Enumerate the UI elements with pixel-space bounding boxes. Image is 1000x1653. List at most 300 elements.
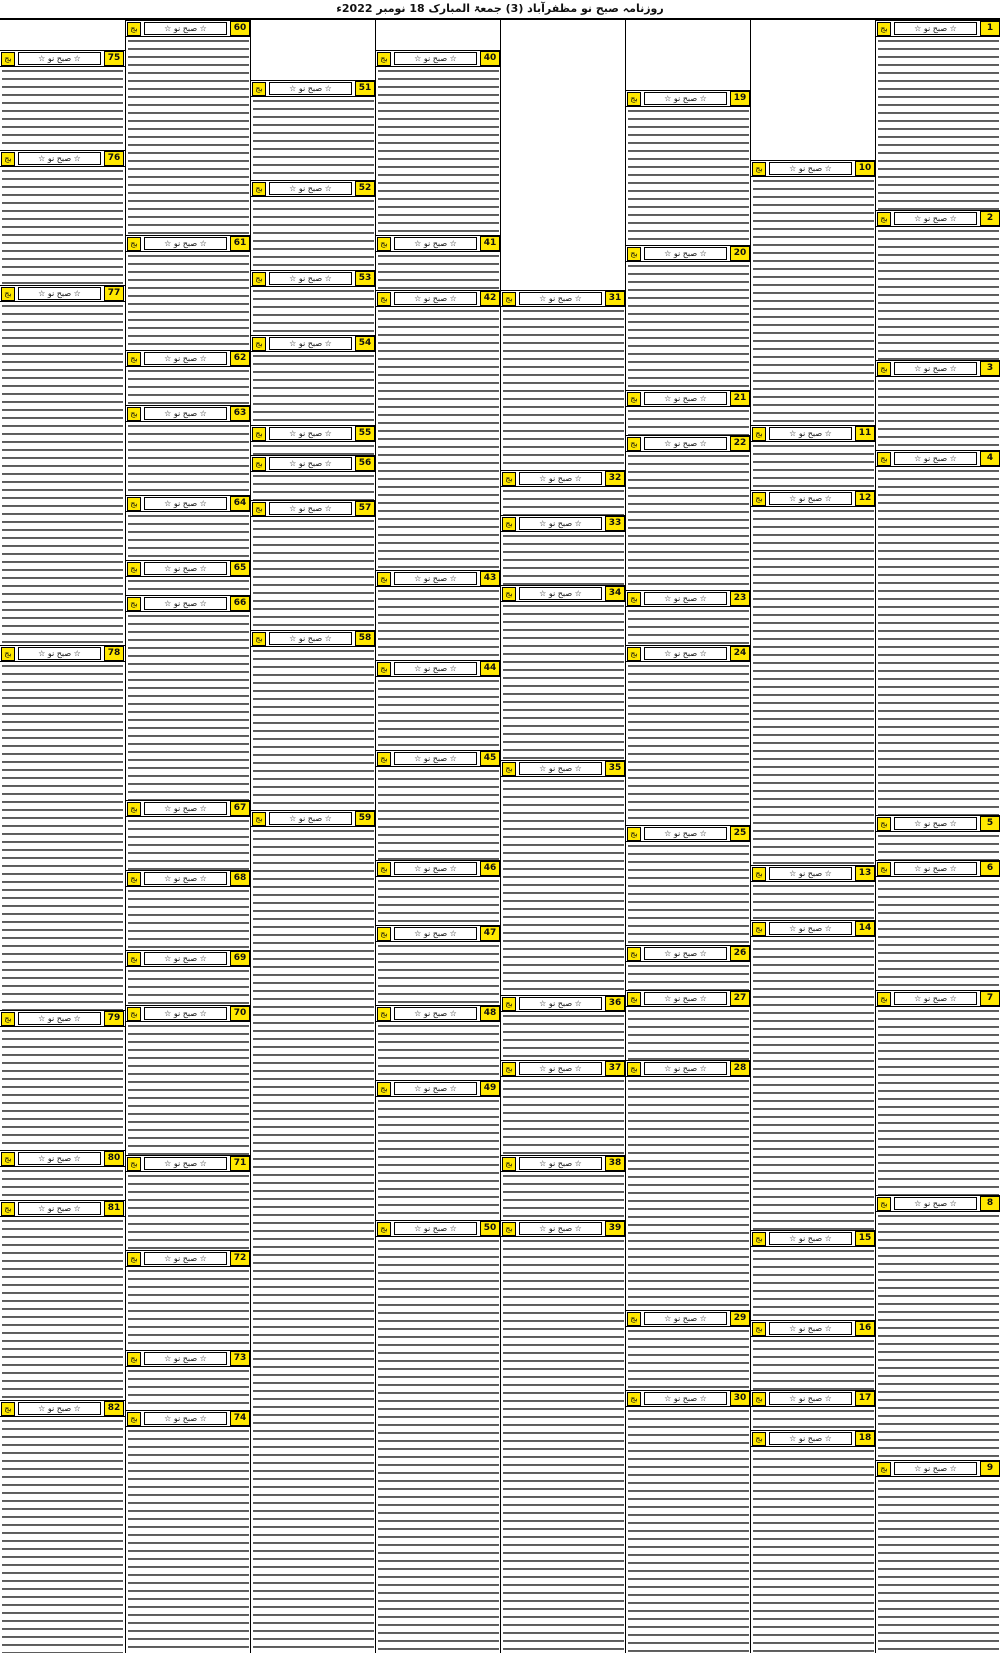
item-number: 16 <box>855 1321 875 1336</box>
item-body-text <box>503 532 624 585</box>
item-body-text <box>2 1027 123 1150</box>
item-header <box>501 290 626 307</box>
item-banner: ☆ صبح نو ☆ <box>644 647 727 660</box>
item-number: 2 <box>980 211 1000 226</box>
item-number: 66 <box>230 596 250 611</box>
item-header <box>751 1430 876 1447</box>
item-body-text <box>128 577 249 595</box>
item-number: 77 <box>104 286 124 301</box>
item-number: 41 <box>480 236 500 251</box>
news-item <box>626 990 751 1060</box>
news-item <box>126 495 251 560</box>
item-header <box>376 570 501 587</box>
item-header <box>126 1350 251 1367</box>
item-badge: بج <box>127 1352 141 1366</box>
news-item <box>376 235 501 290</box>
news-item <box>251 80 376 180</box>
item-number: 5 <box>980 816 1000 831</box>
item-badge: بج <box>877 992 891 1006</box>
item-banner: ☆ صبح نو ☆ <box>644 992 727 1005</box>
item-header <box>126 595 251 612</box>
item-number: 36 <box>605 996 625 1011</box>
news-item <box>376 1080 501 1220</box>
item-banner: ☆ صبح نو ☆ <box>644 437 727 450</box>
news-item <box>501 470 626 515</box>
item-body-text <box>128 817 249 870</box>
item-header <box>876 210 1000 227</box>
item-number: 59 <box>355 811 375 826</box>
news-item <box>626 1060 751 1310</box>
item-body-text <box>503 487 624 515</box>
item-number: 46 <box>480 861 500 876</box>
item-header <box>251 810 376 827</box>
item-body-text <box>128 1367 249 1410</box>
item-body-text <box>878 1212 999 1460</box>
item-number: 20 <box>730 246 750 261</box>
news-item <box>751 1430 876 1653</box>
item-number: 43 <box>480 571 500 586</box>
item-badge: بج <box>502 1157 516 1171</box>
item-badge: بج <box>627 592 641 606</box>
item-badge: بج <box>127 22 141 36</box>
column-8 <box>875 20 1000 1653</box>
item-body-text <box>128 422 249 495</box>
item-body-text <box>378 252 499 290</box>
item-header <box>126 560 251 577</box>
item-header <box>251 270 376 287</box>
item-banner: ☆ صبح نو ☆ <box>394 1007 477 1020</box>
item-header <box>876 360 1000 377</box>
item-badge: بج <box>252 82 266 96</box>
news-item <box>876 20 1000 210</box>
item-badge: بج <box>752 162 766 176</box>
item-body-text <box>2 662 123 1010</box>
item-header <box>126 1155 251 1172</box>
item-header <box>876 450 1000 467</box>
item-badge: بج <box>127 497 141 511</box>
item-header <box>626 990 751 1007</box>
item-number: 9 <box>980 1461 1000 1476</box>
item-body-text <box>628 107 749 245</box>
item-banner: ☆ صبح نو ☆ <box>269 82 352 95</box>
item-badge: بج <box>627 247 641 261</box>
item-number: 60 <box>230 21 250 36</box>
item-banner: ☆ صبح نو ☆ <box>144 1412 227 1425</box>
item-number: 1 <box>980 21 1000 36</box>
item-number: 63 <box>230 406 250 421</box>
news-item <box>501 290 626 470</box>
item-number: 4 <box>980 451 1000 466</box>
item-number: 35 <box>605 761 625 776</box>
item-banner: ☆ صبح نو ☆ <box>269 632 352 645</box>
item-header <box>626 435 751 452</box>
item-banner: ☆ صبح نو ☆ <box>519 1062 602 1075</box>
news-item <box>876 450 1000 815</box>
item-header <box>501 1155 626 1172</box>
item-body-text <box>378 677 499 750</box>
item-body-text <box>2 1217 123 1400</box>
item-number: 33 <box>605 516 625 531</box>
item-number: 18 <box>855 1431 875 1446</box>
item-header <box>126 235 251 252</box>
item-badge: بج <box>877 212 891 226</box>
item-header <box>126 1250 251 1267</box>
item-badge: بج <box>377 572 391 586</box>
item-badge: بج <box>627 1312 641 1326</box>
item-number: 30 <box>730 1391 750 1406</box>
item-badge: بج <box>627 827 641 841</box>
item-header <box>376 925 501 942</box>
item-badge: بج <box>127 1157 141 1171</box>
news-item <box>251 455 376 500</box>
item-banner: ☆ صبح نو ☆ <box>394 237 477 250</box>
item-banner: ☆ صبح نو ☆ <box>644 1392 727 1405</box>
item-header <box>376 750 501 767</box>
news-item <box>876 360 1000 450</box>
item-header <box>876 990 1000 1007</box>
item-badge: بج <box>377 662 391 676</box>
item-body-text <box>753 1407 874 1430</box>
item-banner: ☆ صبح نو ☆ <box>769 1232 852 1245</box>
item-badge: بج <box>752 922 766 936</box>
item-header <box>876 1460 1000 1477</box>
item-banner: ☆ صبح نو ☆ <box>769 922 852 935</box>
item-banner: ☆ صبح نو ☆ <box>644 827 727 840</box>
item-body-text <box>753 937 874 1230</box>
news-item <box>126 1410 251 1653</box>
item-body-text <box>753 507 874 865</box>
item-banner: ☆ صبح نو ☆ <box>394 1222 477 1235</box>
item-banner: ☆ صبح نو ☆ <box>894 817 977 830</box>
item-body-text <box>128 37 249 235</box>
item-header <box>126 350 251 367</box>
item-header <box>126 870 251 887</box>
item-header <box>876 20 1000 37</box>
item-body-text <box>253 472 374 500</box>
item-header <box>501 995 626 1012</box>
item-body-text <box>128 252 249 350</box>
news-item <box>751 865 876 920</box>
item-header <box>501 470 626 487</box>
item-banner: ☆ صبح نو ☆ <box>644 247 727 260</box>
item-body-text <box>253 827 374 1653</box>
news-item <box>751 920 876 1230</box>
item-badge: بج <box>627 392 641 406</box>
item-banner: ☆ صبح نو ☆ <box>394 927 477 940</box>
column-6 <box>625 20 751 1653</box>
news-item <box>376 860 501 925</box>
item-number: 78 <box>104 646 124 661</box>
item-number: 10 <box>855 161 875 176</box>
item-body-text <box>503 1237 624 1653</box>
item-badge: بج <box>252 632 266 646</box>
item-badge: بج <box>127 1252 141 1266</box>
item-header <box>126 1005 251 1022</box>
item-header <box>751 920 876 937</box>
item-body-text <box>378 767 499 860</box>
item-number: 24 <box>730 646 750 661</box>
item-body-text <box>378 67 499 235</box>
news-item <box>876 1460 1000 1653</box>
item-badge: بج <box>752 1392 766 1406</box>
item-banner: ☆ صبح نو ☆ <box>769 1392 852 1405</box>
item-number: 14 <box>855 921 875 936</box>
news-item <box>376 1005 501 1080</box>
item-body-text <box>128 1172 249 1250</box>
news-item <box>626 1310 751 1390</box>
news-item <box>626 945 751 990</box>
item-header <box>501 1060 626 1077</box>
item-body-text <box>628 962 749 990</box>
item-number: 58 <box>355 631 375 646</box>
news-item <box>126 20 251 235</box>
news-item <box>626 645 751 825</box>
item-badge: بج <box>627 92 641 106</box>
item-header <box>126 495 251 512</box>
item-badge: بج <box>127 352 141 366</box>
item-number: 3 <box>980 361 1000 376</box>
news-item <box>0 645 125 1010</box>
item-badge: بج <box>127 597 141 611</box>
item-banner: ☆ صبح نو ☆ <box>519 517 602 530</box>
news-item <box>0 1400 125 1653</box>
item-header <box>0 50 125 67</box>
item-banner: ☆ صبح نو ☆ <box>644 92 727 105</box>
item-banner: ☆ صبح نو ☆ <box>144 497 227 510</box>
item-badge: بج <box>252 337 266 351</box>
news-item <box>251 810 376 1653</box>
item-number: 31 <box>605 291 625 306</box>
item-badge: بج <box>377 1222 391 1236</box>
item-body-text <box>378 942 499 1005</box>
item-body-text <box>878 832 999 860</box>
news-item <box>126 560 251 595</box>
item-body-text <box>378 1022 499 1080</box>
item-header <box>626 245 751 262</box>
news-item <box>126 350 251 405</box>
item-number: 25 <box>730 826 750 841</box>
item-banner: ☆ صبح نو ☆ <box>894 862 977 875</box>
item-body-text <box>128 612 249 800</box>
item-number: 70 <box>230 1006 250 1021</box>
item-banner: ☆ صبح نو ☆ <box>269 812 352 825</box>
item-badge: بج <box>502 587 516 601</box>
item-banner: ☆ صبح نو ☆ <box>894 362 977 375</box>
item-header <box>126 405 251 422</box>
item-banner: ☆ صبح نو ☆ <box>644 392 727 405</box>
item-number: 26 <box>730 946 750 961</box>
news-item <box>251 335 376 425</box>
item-number: 45 <box>480 751 500 766</box>
item-banner: ☆ صبح نو ☆ <box>519 762 602 775</box>
item-badge: بج <box>127 237 141 251</box>
item-number: 67 <box>230 801 250 816</box>
item-number: 8 <box>980 1196 1000 1211</box>
item-number: 38 <box>605 1156 625 1171</box>
item-badge: بج <box>502 1062 516 1076</box>
item-banner: ☆ صبح نو ☆ <box>519 1222 602 1235</box>
column-3 <box>250 20 376 1653</box>
item-banner: ☆ صبح نو ☆ <box>18 647 101 660</box>
item-body-text <box>878 37 999 210</box>
item-number: 53 <box>355 271 375 286</box>
news-item <box>376 1220 501 1653</box>
item-banner: ☆ صبح نو ☆ <box>769 1432 852 1445</box>
news-item <box>251 630 376 810</box>
news-item <box>376 50 501 235</box>
item-header <box>376 860 501 877</box>
item-banner: ☆ صبح نو ☆ <box>18 287 101 300</box>
item-body-text <box>378 877 499 925</box>
item-body-text <box>253 442 374 455</box>
item-number: 69 <box>230 951 250 966</box>
item-header <box>626 1310 751 1327</box>
item-banner: ☆ صبح نو ☆ <box>894 212 977 225</box>
news-item <box>626 90 751 245</box>
item-body-text <box>253 287 374 335</box>
item-number: 55 <box>355 426 375 441</box>
item-badge: بج <box>877 862 891 876</box>
item-body-text <box>378 587 499 660</box>
item-header <box>376 660 501 677</box>
item-header <box>876 815 1000 832</box>
item-number: 13 <box>855 866 875 881</box>
item-body-text <box>128 967 249 1005</box>
news-item <box>626 390 751 435</box>
column-7 <box>750 20 876 1653</box>
item-banner: ☆ صبح نو ☆ <box>269 182 352 195</box>
item-header <box>251 455 376 472</box>
item-banner: ☆ صبح نو ☆ <box>18 1402 101 1415</box>
news-item <box>376 290 501 570</box>
item-number: 44 <box>480 661 500 676</box>
item-badge: بج <box>752 1232 766 1246</box>
item-badge: بج <box>627 1062 641 1076</box>
item-badge: بج <box>1 1202 15 1216</box>
item-badge: بج <box>502 762 516 776</box>
item-number: 42 <box>480 291 500 306</box>
item-banner: ☆ صبح نو ☆ <box>769 162 852 175</box>
item-body-text <box>2 67 123 150</box>
item-header <box>751 865 876 882</box>
item-header <box>251 500 376 517</box>
item-banner: ☆ صبح نو ☆ <box>144 872 227 885</box>
item-badge: بج <box>502 1222 516 1236</box>
item-header <box>501 585 626 602</box>
item-badge: بج <box>127 1007 141 1021</box>
news-item <box>251 500 376 630</box>
item-banner: ☆ صبح نو ☆ <box>394 52 477 65</box>
news-item <box>751 425 876 490</box>
column-5 <box>500 20 626 1653</box>
item-number: 68 <box>230 871 250 886</box>
item-body-text <box>628 842 749 945</box>
item-banner: ☆ صبح نو ☆ <box>519 997 602 1010</box>
item-number: 39 <box>605 1221 625 1236</box>
item-number: 40 <box>480 51 500 66</box>
news-item <box>751 1320 876 1390</box>
item-header <box>0 1200 125 1217</box>
item-banner: ☆ صبح نو ☆ <box>144 562 227 575</box>
item-banner: ☆ صبح نو ☆ <box>269 337 352 350</box>
news-item <box>751 160 876 425</box>
item-header <box>751 1230 876 1247</box>
item-banner: ☆ صبح نو ☆ <box>644 1062 727 1075</box>
item-banner: ☆ صبح نو ☆ <box>18 1202 101 1215</box>
item-header <box>876 1195 1000 1212</box>
item-body-text <box>878 227 999 360</box>
item-badge: بج <box>127 1412 141 1426</box>
item-header <box>751 160 876 177</box>
item-badge: بج <box>1 647 15 661</box>
item-number: 82 <box>104 1401 124 1416</box>
news-item <box>0 1200 125 1400</box>
item-body-text <box>628 1407 749 1653</box>
news-item <box>626 825 751 945</box>
news-item <box>626 245 751 390</box>
news-item <box>876 815 1000 860</box>
item-badge: بج <box>502 517 516 531</box>
item-number: 19 <box>730 91 750 106</box>
news-item <box>0 150 125 285</box>
item-header <box>0 645 125 662</box>
item-badge: بج <box>127 952 141 966</box>
item-badge: بج <box>377 752 391 766</box>
item-header <box>251 335 376 352</box>
item-badge: بج <box>252 182 266 196</box>
item-number: 56 <box>355 456 375 471</box>
item-banner: ☆ صبح نو ☆ <box>519 587 602 600</box>
item-body-text <box>128 1427 249 1653</box>
item-number: 57 <box>355 501 375 516</box>
item-body-text <box>628 1007 749 1060</box>
news-item <box>126 595 251 800</box>
item-number: 75 <box>104 51 124 66</box>
news-item <box>376 925 501 1005</box>
news-item <box>126 950 251 1005</box>
item-number: 64 <box>230 496 250 511</box>
item-banner: ☆ صبح نو ☆ <box>894 992 977 1005</box>
item-badge: بج <box>252 457 266 471</box>
item-badge: بج <box>752 492 766 506</box>
item-badge: بج <box>127 562 141 576</box>
item-number: 6 <box>980 861 1000 876</box>
item-body-text <box>628 1077 749 1310</box>
item-banner: ☆ صبح نو ☆ <box>18 1152 101 1165</box>
item-banner: ☆ صبح نو ☆ <box>894 1462 977 1475</box>
item-banner: ☆ صبح نو ☆ <box>144 352 227 365</box>
item-banner: ☆ صبح نو ☆ <box>894 1197 977 1210</box>
news-item <box>126 405 251 495</box>
item-badge: بج <box>877 1197 891 1211</box>
item-body-text <box>628 262 749 390</box>
item-number: 34 <box>605 586 625 601</box>
news-item <box>376 750 501 860</box>
item-body-text <box>503 1012 624 1060</box>
item-banner: ☆ صبح نو ☆ <box>644 947 727 960</box>
news-item <box>376 570 501 660</box>
item-header <box>501 760 626 777</box>
item-body-text <box>753 442 874 490</box>
item-number: 54 <box>355 336 375 351</box>
masthead: روزنامہ صبح نو مظفرآباد (3) جمعۃ المبارک 18 نومبر 2022ء <box>0 0 1000 20</box>
item-badge: بج <box>752 427 766 441</box>
column-4 <box>375 20 501 1653</box>
item-body-text <box>753 177 874 425</box>
item-number: 80 <box>104 1151 124 1166</box>
news-item <box>876 990 1000 1195</box>
item-badge: بج <box>627 437 641 451</box>
